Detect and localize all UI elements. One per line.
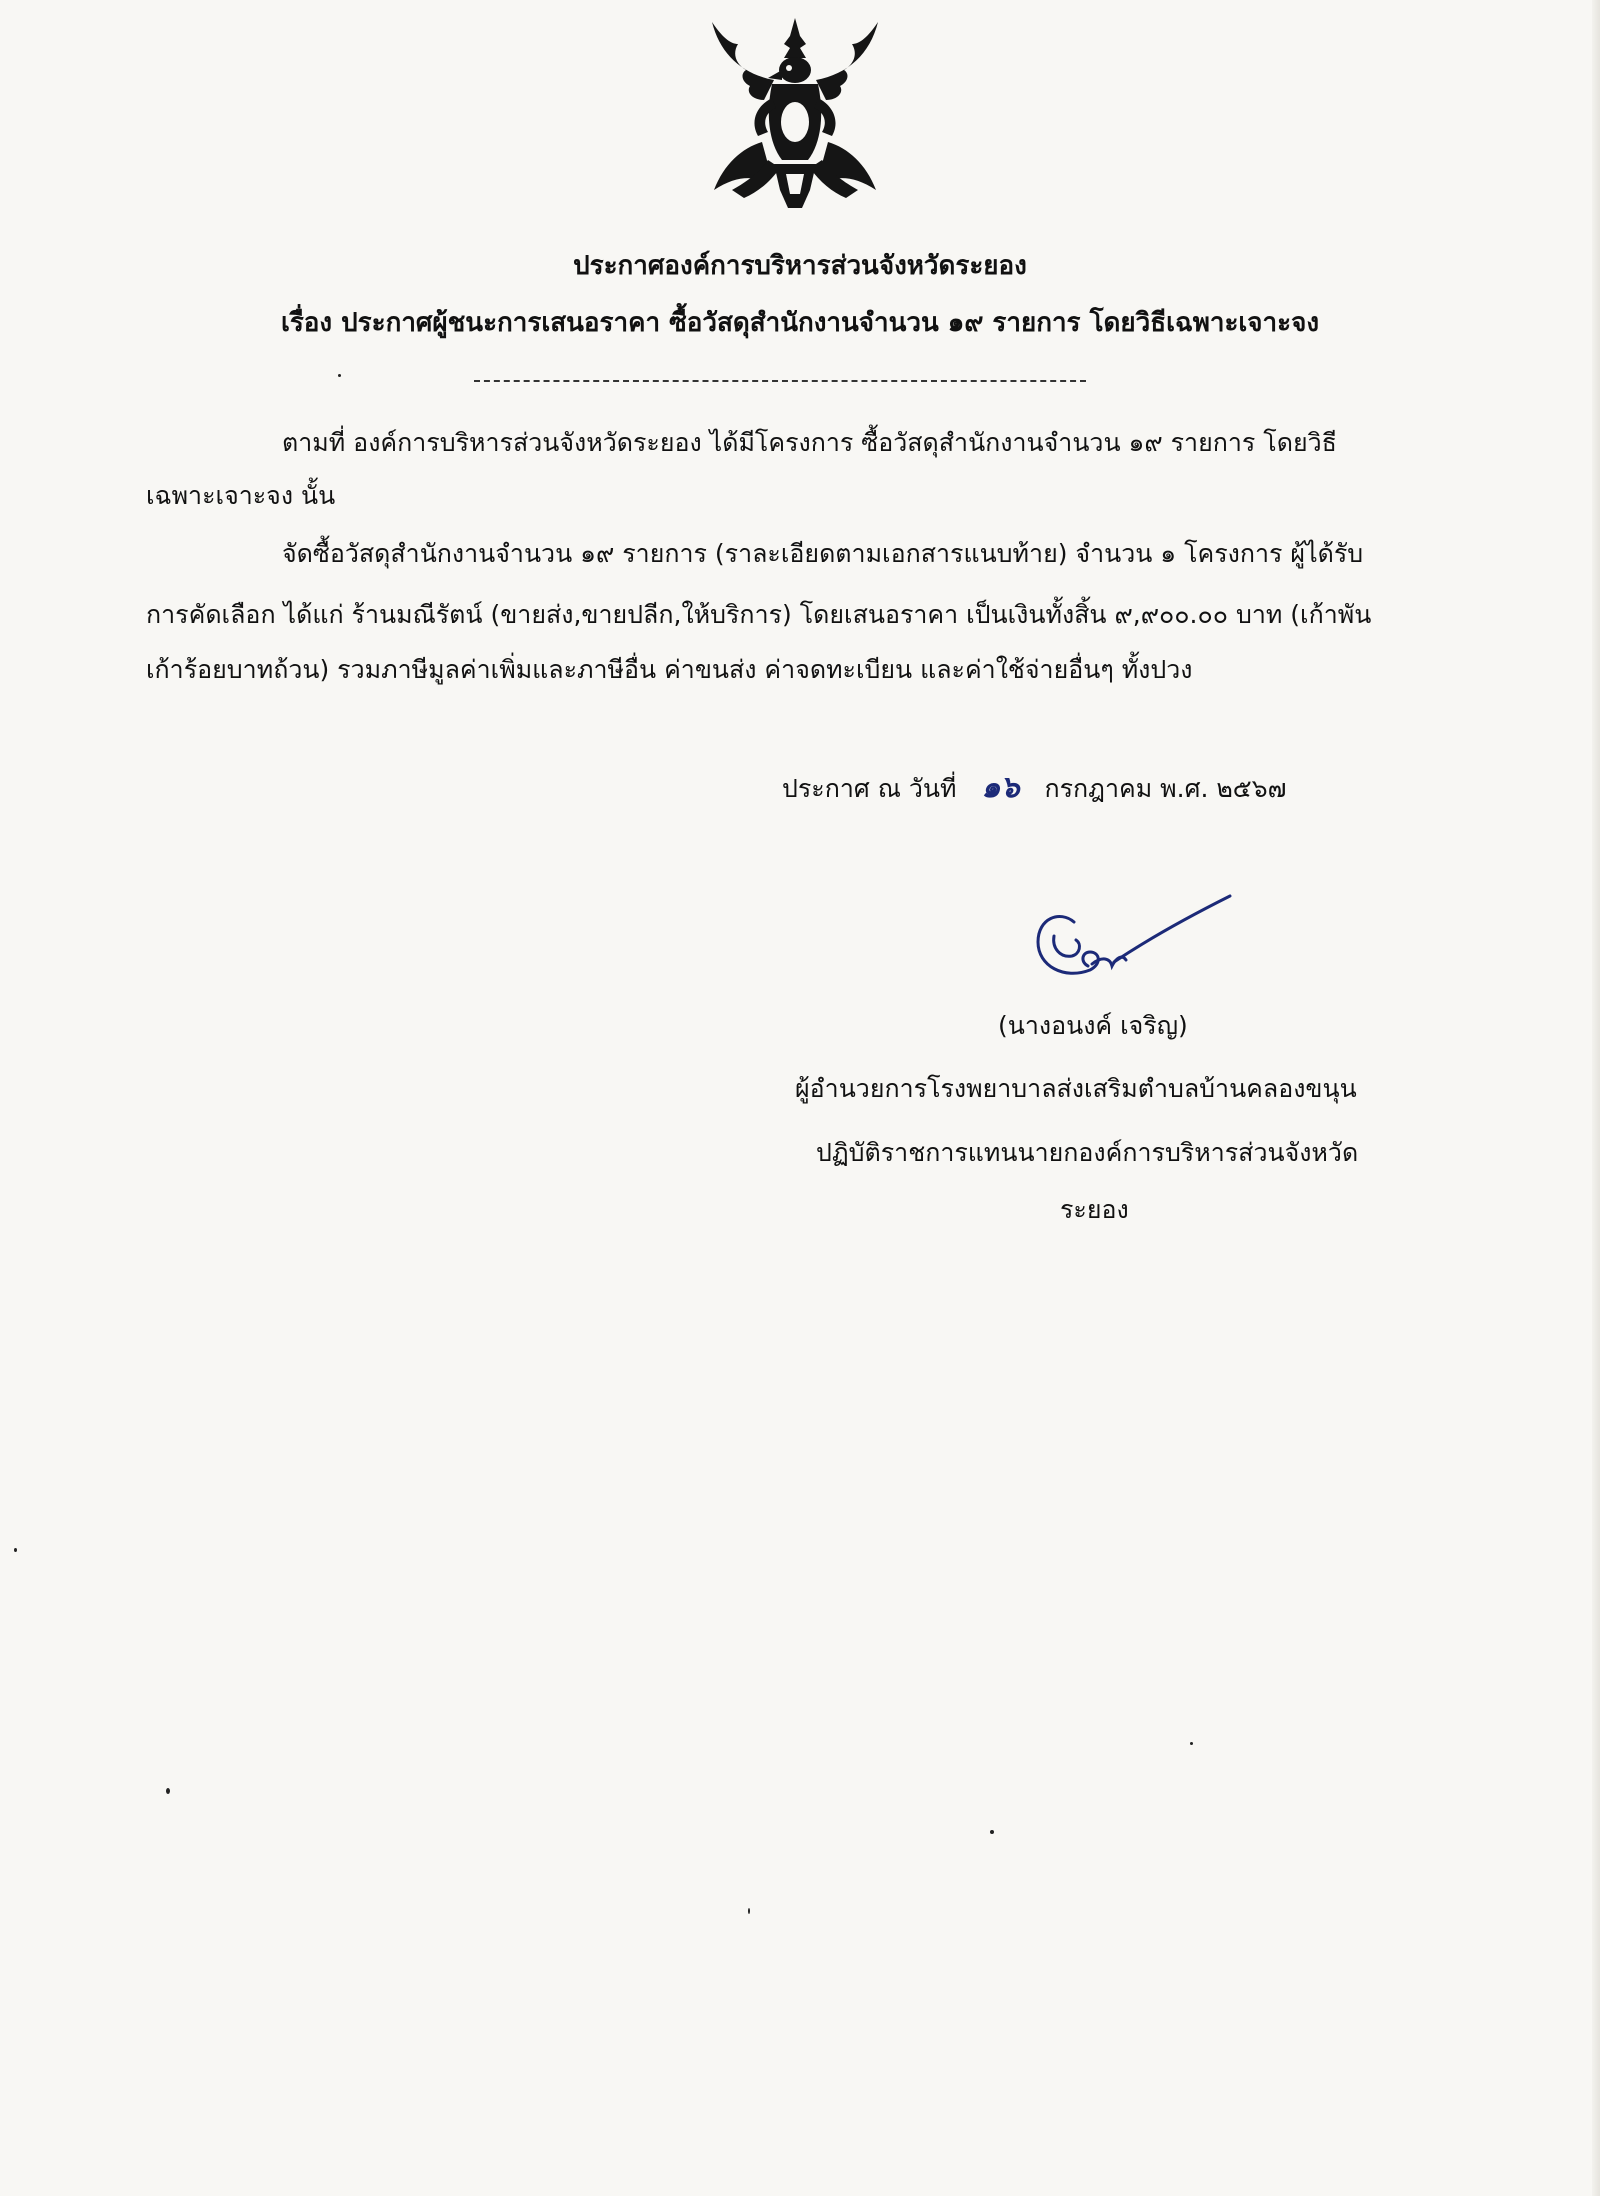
paragraph2-line2: การคัดเลือก ได้แก่ ร้านมณีรัตน์ (ขายส่ง,ขายปลีก,ให้บริการ) โดยเสนอราคา เป็นเงินทั้งสิ้น ๙,๙๐๐.๐๐ บาท (เก้าพัน — [146, 600, 1372, 629]
scan-speck — [14, 1548, 17, 1552]
signatory-position-line3: ระยอง — [1060, 1195, 1129, 1224]
signatory-name: (นางอนงค์ เจริญ) — [998, 1011, 1188, 1040]
paragraph1-line2: เฉพาะเจาะจง นั้น — [146, 481, 336, 510]
date-month-year: กรกฎาคม พ.ศ. ๒๕๖๗ — [1044, 774, 1287, 803]
scan-speck — [166, 1788, 170, 1794]
announcement-date — [782, 764, 1286, 811]
announcement-title: ประกาศองค์การบริหารส่วนจังหวัดระยอง — [573, 251, 1027, 281]
signatory-position-line2: ปฏิบัติราชการแทนนายกองค์การบริหารส่วนจังหวัด — [816, 1138, 1359, 1167]
scan-speck — [748, 1908, 750, 1914]
signatory-position-line1: ผู้อำนวยการโรงพยาบาลส่งเสริมตำบลบ้านคลองขนุน — [795, 1074, 1357, 1103]
garuda-emblem-icon — [702, 14, 888, 212]
signature-mark — [1030, 892, 1240, 1002]
date-day-handwritten: ๑๖ — [981, 770, 1020, 805]
scan-speck — [338, 374, 341, 377]
date-prefix: ประกาศ ณ วันที่ — [782, 774, 957, 803]
scan-speck — [1190, 1742, 1193, 1745]
paragraph1-line1: ตามที่ องค์การบริหารส่วนจังหวัดระยอง ได้มีโครงการ ซื้อวัสดุสำนักงานจำนวน ๑๙ รายการ โดยวิธี — [282, 428, 1337, 457]
announcement-subject: เรื่อง ประกาศผู้ชนะการเสนอราคา ซื้อวัสดุสำนักงานจำนวน ๑๙ รายการ โดยวิธีเฉพาะเจาะจง — [280, 308, 1320, 338]
paragraph2-line3: เก้าร้อยบาทถ้วน) รวมภาษีมูลค่าเพิ่มและภาษีอื่น ค่าขนส่ง ค่าจดทะเบียน และค่าใช้จ่ายอื่นๆ ทั้งปวง — [146, 655, 1193, 684]
scan-speck — [990, 1830, 994, 1834]
dashed-divider — [474, 380, 1086, 382]
paragraph2-line1: จัดซื้อวัสดุสำนักงานจำนวน ๑๙ รายการ (ราละเอียดตามเอกสารแนบท้าย) จำนวน ๑ โครงการ ผู้ได้รับ — [282, 539, 1364, 568]
